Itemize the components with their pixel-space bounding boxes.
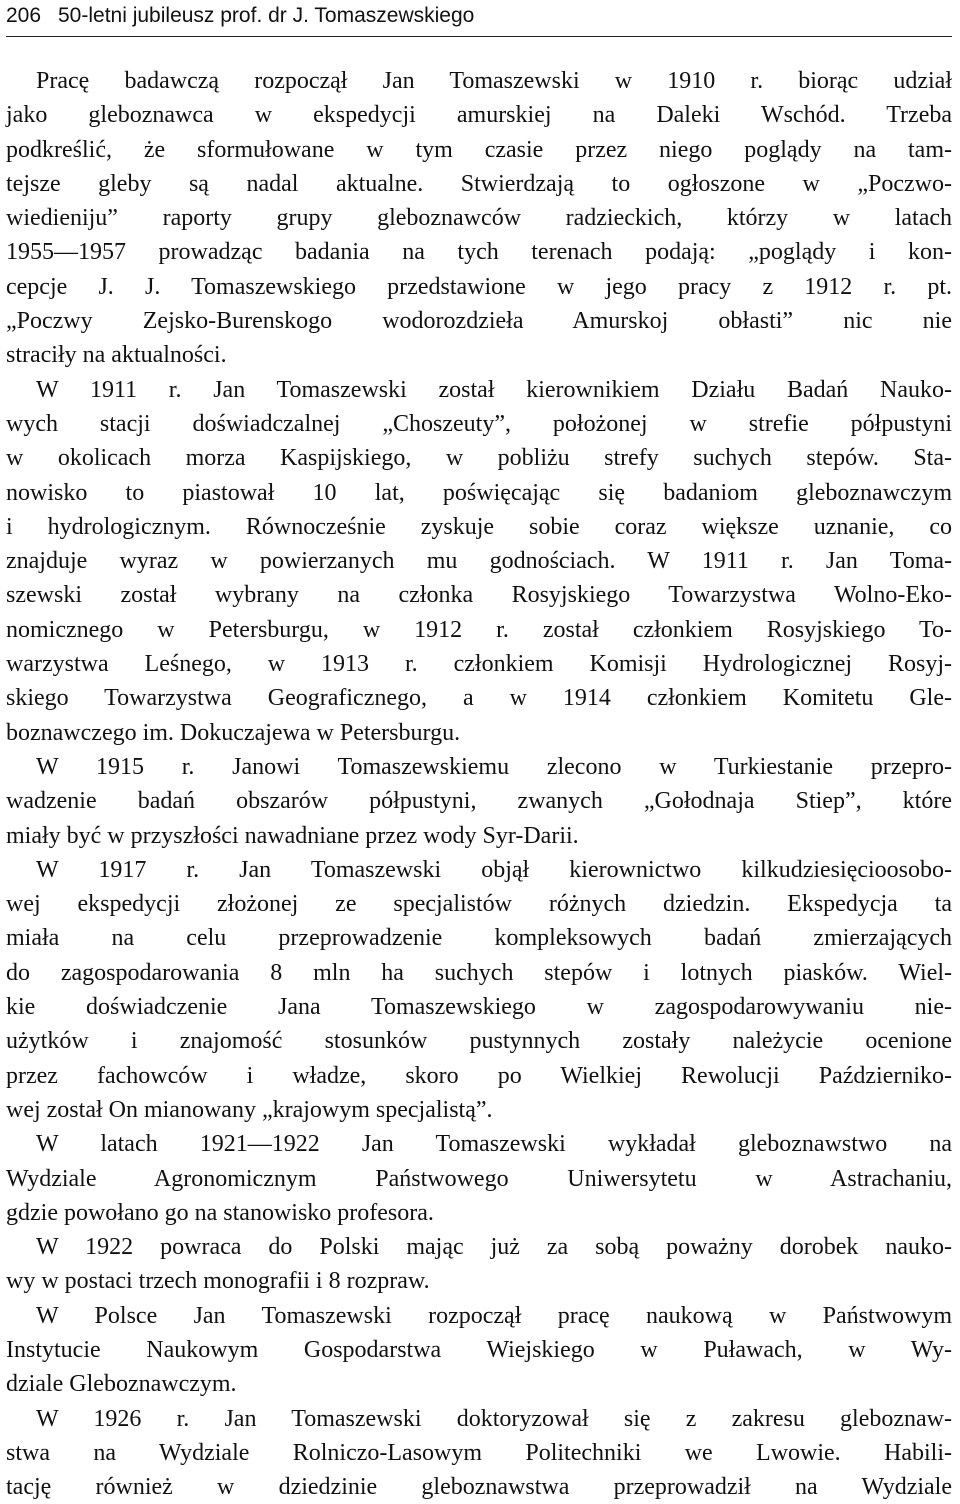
text-line: wadzenie badań obszarów półpustyni, zwanych „Gołodnaja Stiep”, które [6, 788, 952, 815]
text-line: nowisko to piastował 10 lat, poświęcając się badaniom gleboznawczym [6, 479, 952, 506]
text-line: warzystwa Leśnego, w 1913 r. członkiem Komisji Hydrologicznej Rosyj- [6, 651, 952, 678]
text-line: gdzie powołano go na stanowisko profesora. [6, 1199, 434, 1226]
text-line: W Polsce Jan Tomaszewski rozpoczął pracę naukową w Państwowym [36, 1302, 952, 1329]
text-line: stwa na Wydziale Rolniczo-Lasowym Politechniki we Lwowie. Habili- [6, 1439, 952, 1466]
text-line: Wydziale Agronomicznym Państwowego Uniwersytetu w Astrachaniu, [6, 1165, 952, 1192]
text-line: wy w postaci trzech monografii i 8 rozpraw. [6, 1268, 430, 1295]
text-line: W latach 1921—1922 Jan Tomaszewski wykładał gleboznawstwo na [36, 1131, 952, 1158]
text-line: do zagospodarowania 8 mln ha suchych stepów i lotnych piasków. Wiel- [6, 959, 952, 986]
text-line: skiego Towarzystwa Geograficznego, a w 1914 członkiem Komitetu Gle- [6, 685, 952, 712]
text-line: użytków i znajomość stosunków pustynnych zostały należycie ocenione [6, 1028, 952, 1055]
body-text [6, 64, 952, 1504]
text-line: Instytucie Naukowym Gospodarstwa Wiejskiego w Puławach, w Wy- [6, 1336, 952, 1363]
text-line: „Poczwy Zejsko-Burenskogo wodorozdzieła Amurskoj obłasti” nic nie [6, 308, 952, 335]
text-line: Pracę badawczą rozpoczął Jan Tomaszewski w 1910 r. biorąc udział [36, 68, 952, 94]
text-line: dziale Gleboznawczym. [6, 1371, 237, 1398]
text-line: wiedieniju” raporty grupy gleboznawców radzieckich, którzy w latach [6, 205, 952, 232]
text-line: W 1926 r. Jan Tomaszewski doktoryzował się z zakresu gleboznaw- [36, 1405, 952, 1432]
text-line: szewski został wybrany na członka Rosyjskiego Towarzystwa Wolno-Eko- [6, 582, 952, 609]
text-line: miały być w przyszłości nawadniane przez wody Syr-Darii. [6, 822, 579, 849]
text-line: wej ekspedycji złożonej ze specjalistów różnych dziedzin. Ekspedycja ta [6, 891, 952, 918]
text-line: nomicznego w Petersburgu, w 1912 r. został członkiem Rosyjskiego To- [6, 616, 952, 643]
text-line: i hydrologicznym. Równocześnie zyskuje sobie coraz większe uznanie, co [6, 513, 952, 540]
text-line: W 1911 r. Jan Tomaszewski został kierownikiem Działu Badań Nauko- [36, 376, 952, 403]
text-line: wej został On mianowany „krajowym specjalistą”. [6, 1096, 493, 1123]
text-line: boznawczego im. Dokuczajewa w Petersburgu. [6, 719, 461, 746]
text-line: w okolicach morza Kaspijskiego, w pobliżu strefy suchych stepów. Sta- [6, 445, 952, 472]
running-title: 50-letni jubileusz prof. dr J. Tomaszewskiego [58, 4, 475, 27]
text-line: straciły na aktualności. [6, 342, 227, 369]
text-line: znajduje wyraz w powierzanych mu godnościach. W 1911 r. Jan Toma- [6, 548, 952, 575]
text-line: W 1917 r. Jan Tomaszewski objął kierownictwo kilkudziesięcioosobo- [36, 856, 952, 883]
text-line: miała na celu przeprowadzenie kompleksowych badań zmierzających [6, 925, 952, 952]
text-line: jako gleboznawca w ekspedycji amurskiej na Daleki Wschód. Trzeba [6, 102, 952, 129]
page-number: 206 [6, 4, 42, 27]
text-line: tację również w dziedzinie gleboznawstwa przeprowadził na Wydziale [6, 1474, 952, 1501]
header-rule [6, 36, 952, 37]
text-line: 1955—1957 prowadząc badania na tych terenach podają: „poglądy i kon- [6, 239, 952, 266]
text-line: podkreślić, że sformułowane w tym czasie przez niego poglądy na tam- [6, 136, 952, 163]
text-line: tejsze gleby są nadal aktualne. Stwierdzają to ogłoszone w „Poczwo- [6, 170, 952, 197]
text-line: W 1922 powraca do Polski mając już za sobą poważny dorobek nauko- [36, 1234, 952, 1261]
text-line: wych stacji doświadczalnej „Choszeuty”, położonej w strefie półpustyni [6, 410, 952, 437]
text-line: kie doświadczenie Jana Tomaszewskiego w zagospodarowywaniu nie- [6, 994, 952, 1021]
text-line: W 1915 r. Janowi Tomaszewskiemu zlecono w Turkiestanie przepro- [36, 753, 952, 780]
text-line: cepcje J. J. Tomaszewskiego przedstawione w jego pracy z 1912 r. pt. [6, 273, 952, 300]
running-head [6, 2, 952, 30]
text-line: przez fachowców i władze, skoro po Wielkiej Rewolucji Październiko- [6, 1062, 952, 1089]
